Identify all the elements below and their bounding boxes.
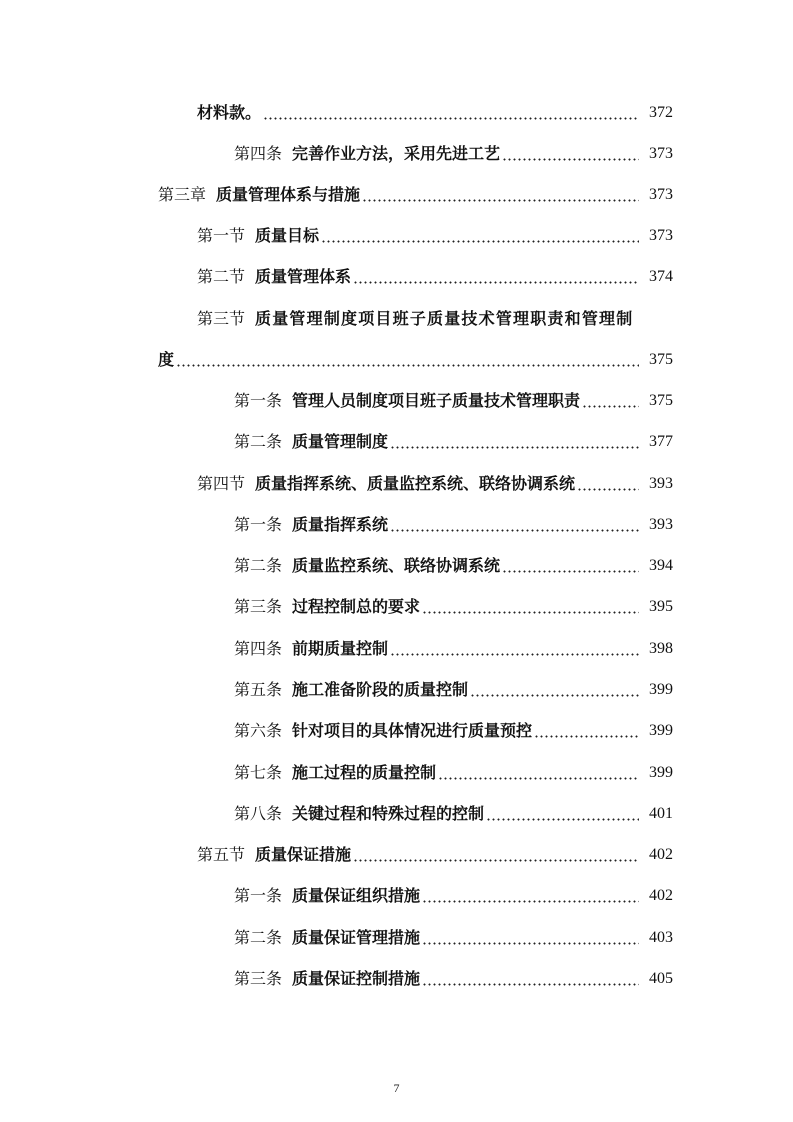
toc-entry-title: 质量指挥系统、质量监控系统、联络协调系统 [255,474,576,493]
toc-entry-title: 关键过程和特殊过程的控制 [292,804,485,823]
toc-entry-title: 施工过程的质量控制 [292,763,437,782]
toc-entry-head [234,968,420,990]
toc-entry-title: 质量管理体系 [255,267,352,286]
toc-entry-head [197,308,633,330]
toc-entry-page: 398 [649,640,673,657]
page-number: 7 [393,1081,400,1095]
toc-entry[interactable] [0,630,673,660]
toc-entry-head [234,514,388,536]
toc-entry-title: 完善作业方法，采用先进工艺 [292,144,501,163]
dot-leader [263,106,639,120]
toc-entry[interactable] [0,960,673,990]
toc-entry-number: 第七条 [234,763,283,782]
toc-entry-number: 第四条 [234,144,283,163]
toc-entry[interactable] [0,258,673,288]
toc-entry-head [234,803,484,825]
dot-leader [470,683,639,697]
dot-leader [390,642,639,656]
toc-entry-page: 373 [649,227,673,244]
toc-entry-head [197,844,351,866]
toc-entry-page: 401 [649,805,673,822]
toc-entry[interactable] [0,547,673,577]
toc-entry-number: 第一节 [197,226,246,245]
toc-entry-head [158,349,174,371]
toc-entry-number: 第一条 [234,886,283,905]
dot-leader [390,518,639,532]
toc-entry-page: 405 [649,970,673,987]
dot-leader [321,229,639,243]
toc-entry-head [234,431,388,453]
toc-entry-head [234,596,420,618]
toc-entry-title: 质量管理体系与措施 [216,185,361,204]
toc-entry-number: 第三章 [158,185,207,204]
toc-entry-number: 第八条 [234,804,283,823]
dot-leader [486,807,639,821]
toc-entry[interactable] [0,217,673,247]
toc-entry[interactable] [0,506,673,536]
toc-entry-number: 第二节 [197,267,246,286]
dot-leader [422,931,639,945]
dot-leader [438,766,639,780]
toc-entry-title: 质量保证控制措施 [292,969,421,988]
toc-entry-number: 第六条 [234,721,283,740]
toc-entry[interactable] [0,465,673,495]
toc-entry-page: 394 [649,557,673,574]
toc-entry[interactable] [0,423,673,453]
dot-leader [422,600,639,614]
toc-entry-head [234,885,420,907]
toc-entry[interactable] [0,836,673,866]
toc-entry-title: 质量监控系统、联络协调系统 [292,556,501,575]
toc-entry-title: 质量指挥系统 [292,515,389,534]
toc-entry-page: 374 [649,268,673,285]
toc-entry[interactable] [0,135,673,165]
toc-entry-page: 375 [649,392,673,409]
toc-entry[interactable] [0,877,673,907]
toc-entry-page: 402 [649,846,673,863]
toc-entry-page: 375 [649,351,673,368]
toc-entry-page: 403 [649,929,673,946]
toc-entry-title: 过程控制总的要求 [292,597,421,616]
dot-leader [502,147,639,161]
toc-entry[interactable] [0,754,673,784]
toc-entry-head [197,225,319,247]
toc-entry-number: 第二条 [234,432,283,451]
toc-entry-number: 第三条 [234,597,283,616]
toc-entry[interactable] [0,94,673,124]
toc-entry-number: 第二条 [234,928,283,947]
toc-entry-head [234,927,420,949]
toc-entry-page: 393 [649,516,673,533]
toc-entry-head [197,473,575,495]
toc-entry-title: 前期质量控制 [292,639,389,658]
toc-entry-number: 第一条 [234,515,283,534]
toc-entry-page: 373 [649,186,673,203]
toc-entry[interactable] [0,919,673,949]
dot-leader [582,394,639,408]
toc-entry-title: 度 [158,350,175,369]
toc-entry[interactable] [0,341,673,371]
toc-entry-page: 393 [649,475,673,492]
toc-entry-head [234,720,532,742]
toc-entry-head [197,266,351,288]
toc-entry-title: 质量管理制度 [292,432,389,451]
toc-entry[interactable] [0,176,673,206]
toc-entry-title: 管理人员制度项目班子质量技术管理职责 [292,391,581,410]
toc-entry-head [234,555,500,577]
toc-entry-title: 质量保证管理措施 [292,928,421,947]
toc-entry-head [234,143,500,165]
toc-entry-title: 施工准备阶段的质量控制 [292,680,469,699]
toc-entry-number: 第四条 [234,639,283,658]
toc-entry-page: 399 [649,764,673,781]
toc-entry-page: 399 [649,722,673,739]
toc-entry-title: 质量保证组织措施 [292,886,421,905]
toc-entry-number: 第三条 [234,969,283,988]
toc-entry-page: 372 [649,104,673,121]
toc-entry-page: 373 [649,145,673,162]
toc-entry-number: 第一条 [234,391,283,410]
toc-entry-number: 第五节 [197,845,246,864]
toc-entry[interactable] [0,795,673,825]
toc-entry[interactable] [0,671,673,701]
dot-leader [422,972,639,986]
toc-entry[interactable] [0,300,671,330]
dot-leader [176,353,639,367]
toc-entry[interactable] [0,382,673,412]
toc-entry-title: 质量保证措施 [255,845,352,864]
toc-entry[interactable] [0,588,673,618]
dot-leader [362,188,639,202]
toc-entry-number: 第二条 [234,556,283,575]
toc-entry-title: 材料款。 [197,103,262,122]
toc-entry-head [234,638,388,660]
dot-leader [577,477,639,491]
toc-entry-head [234,679,468,701]
toc-entry-head [234,762,436,784]
toc-entry[interactable] [0,712,673,742]
toc-entry-number: 第五条 [234,680,283,699]
toc-entry-page: 399 [649,681,673,698]
toc-entry-title: 质量管理制度项目班子质量技术管理职责和管理制 [255,309,634,328]
toc-entry-page: 395 [649,598,673,615]
toc-entry-page: 402 [649,887,673,904]
toc-entry-title: 质量目标 [255,226,320,245]
toc-entry-title: 针对项目的具体情况进行质量预控 [292,721,533,740]
dot-leader [353,848,639,862]
toc-entry-head [234,390,580,412]
dot-leader [422,889,639,903]
dot-leader [390,435,639,449]
toc-entry-head [197,102,261,124]
toc-entry-head [158,184,360,206]
dot-leader [353,270,639,284]
toc-entry-number: 第三节 [197,309,246,328]
dot-leader [502,559,639,573]
toc-entry-page: 377 [649,433,673,450]
toc-entry-number: 第四节 [197,474,246,493]
dot-leader [534,724,639,738]
